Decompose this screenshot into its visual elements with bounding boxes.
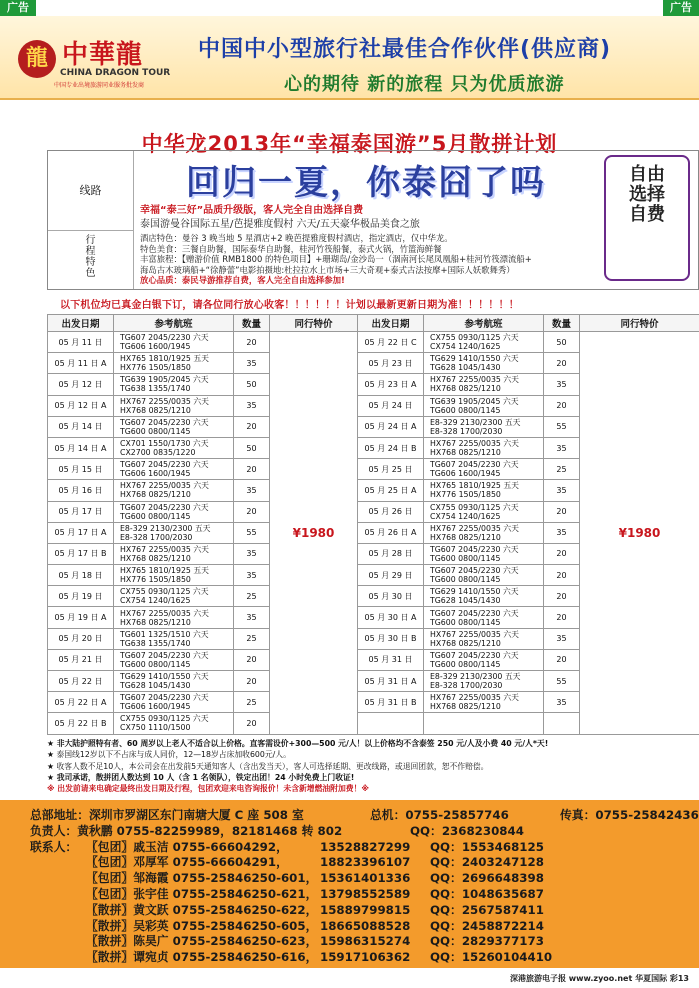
feature-food: 特色美食：三餐自助餐，国际泰华自助餐，桂河竹筏船餐，泰式火锅，竹篮海鲜餐	[140, 243, 442, 254]
ad-tag-right: 广告	[663, 0, 699, 16]
flight-outbound: HX767 2255/0035 六天	[120, 481, 209, 491]
route-upgrade-note: 幸福“泰三好”品质升级版，客人完全自由选择自费	[140, 205, 364, 216]
contact-person-row	[30, 950, 699, 966]
flight-outbound: HX765 1810/1925 五天	[120, 566, 209, 576]
seat-quantity: 20	[234, 332, 270, 353]
flight-cell	[114, 501, 234, 522]
departure-date: 05 月 22 日 B	[48, 713, 114, 734]
main-phone: 总机：0755-25857746	[370, 808, 509, 822]
departure-date: 05 月 14 日	[48, 416, 114, 437]
contact-mobile: 13528827299	[320, 839, 411, 854]
flight-outbound: TG607 2045/2230 六天	[430, 566, 519, 576]
flight-cell	[114, 649, 234, 670]
header-banner	[0, 16, 699, 100]
contact-row-manager	[30, 824, 699, 840]
flight-cell	[424, 607, 544, 628]
departure-date: 05 月 26 日	[358, 501, 424, 522]
flight-return: CX754 1240/1625	[430, 511, 501, 521]
features-label	[48, 231, 134, 289]
contact-qq: QQ：2696648398	[430, 871, 544, 886]
footnote-line: ※ 出发前请来电确定最终出发日期及行程，包团欢迎来电咨询报价！未含新增燃油附加费！※	[47, 784, 369, 794]
seat-quantity: 20	[234, 459, 270, 480]
departure-date: 05 月 24 日 A	[358, 416, 424, 437]
seat-quantity: 35	[544, 437, 580, 458]
flight-cell	[114, 586, 234, 607]
departure-date: 05 月 15 日	[48, 459, 114, 480]
footnotes	[47, 738, 699, 794]
flight-outbound: TG607 2045/2230 六天	[430, 544, 519, 554]
flight-return: HX776 1505/1850	[120, 575, 191, 585]
flight-cell	[114, 628, 234, 649]
flight-outbound: CX701 1550/1730 六天	[120, 439, 209, 449]
col-price: 同行特价	[270, 315, 358, 332]
flight-return: TG600 0800/1145	[430, 659, 501, 669]
flight-return: TG606 1600/1945	[120, 469, 191, 479]
departure-date: 05 月 31 日 A	[358, 671, 424, 692]
route-info-box	[47, 150, 699, 290]
page-title: 中华龙2013年“幸福泰国游”5月散拼计划	[141, 132, 558, 156]
flight-return: CX754 1240/1625	[430, 342, 501, 352]
flight-cell	[114, 395, 234, 416]
contact-qq: QQ：2458872214	[430, 918, 544, 933]
flight-return: TG600 0800/1145	[120, 659, 191, 669]
contact-person-row	[30, 887, 699, 903]
features-label-text: 行程特色	[85, 235, 96, 279]
departure-date: 05 月 28 日	[358, 543, 424, 564]
dragon-seal-icon: 龍	[18, 40, 56, 78]
flight-outbound: TG607 2045/2230 六天	[120, 502, 209, 512]
col-flight: 参考航班	[424, 315, 544, 332]
footnote-line: ★ 收客人数不足10人，本公司会在出发前5天通知客人（含出发当天），客人可选择延期、更改线路，或退回团款，恕不作赔偿。	[47, 761, 489, 771]
seat-quantity: 25	[234, 628, 270, 649]
departure-date: 05 月 24 日	[358, 395, 424, 416]
contact-section	[0, 800, 699, 968]
seat-quantity: 35	[234, 353, 270, 374]
col-date: 出发日期	[358, 315, 424, 332]
contact-name-phone: 〖包团〗戚玉洁 0755-66604292，	[86, 839, 288, 854]
flight-outbound: CX755 0930/1125 六天	[430, 502, 519, 512]
flight-cell	[424, 353, 544, 374]
fax-number: 传真：0755-25842436	[560, 808, 699, 822]
seat-quantity: 35	[544, 374, 580, 395]
flight-cell	[114, 565, 234, 586]
flight-cell	[424, 522, 544, 543]
feature-quality: 放心品质：泰民导游推荐自费，客人完全自由选择参加!	[140, 275, 345, 286]
departure-date: 05 月 12 日	[48, 374, 114, 395]
seat-quantity: 35	[544, 692, 580, 713]
flight-return: TG600 0800/1145	[430, 575, 501, 585]
free-choice-scroll	[604, 155, 690, 281]
flight-return: HX768 0825/1210	[120, 617, 191, 627]
contact-qq: QQ：1553468125	[430, 839, 544, 854]
logo-name: 中華龍	[62, 40, 144, 70]
footnote-line: ★ 泰国线12岁以下不占床与成人同价，12—18岁占床加收600元/人。	[47, 750, 291, 760]
flight-return: CX2700 0835/1220	[120, 448, 196, 458]
seat-quantity: 35	[544, 480, 580, 501]
feature-itinerary: 丰富旅程：【赠游价值 RMB1800 的特色项目】+珊瑚岛/金沙岛一（涸南河长尾凤凰船+桂河竹筏漂流船+	[140, 254, 532, 265]
flight-outbound: TG607 2045/2230 六天	[120, 693, 209, 703]
flight-cell	[424, 671, 544, 692]
flight-return: HX768 0825/1210	[430, 448, 501, 458]
ad-tag-left: 广告	[0, 0, 36, 16]
flight-return: E8-328 1700/2030	[120, 532, 193, 542]
special-price: ¥1980	[270, 332, 358, 735]
departure-date: 05 月 16 日	[48, 480, 114, 501]
col-date: 出发日期	[48, 315, 114, 332]
departure-date: 05 月 20 日	[48, 628, 114, 649]
contact-mobile: 15361401336	[320, 871, 411, 886]
contact-qq: QQ：2403247128	[430, 855, 544, 870]
page-footer	[0, 968, 699, 988]
departure-date: 05 月 30 日 A	[358, 607, 424, 628]
flight-cell	[424, 395, 544, 416]
manager-info: 负责人：黄秋鹏 0755-82259989，82181468 转 802	[30, 823, 343, 838]
flight-outbound: E8-329 2130/2300 五天	[120, 523, 211, 533]
seat-quantity: 55	[544, 416, 580, 437]
departure-date: 05 月 25 日 A	[358, 480, 424, 501]
contact-mobile: 15917106362	[320, 950, 411, 965]
flight-outbound: TG607 2045/2230 六天	[120, 650, 209, 660]
flight-cell	[114, 480, 234, 501]
booking-notice: 以下机位均已真金白银下订，请各位同行放心收客！！！！！！计划以最新更新日期为准！！！！！！	[60, 300, 519, 311]
table-row	[48, 332, 699, 353]
col-qty: 数量	[234, 315, 270, 332]
flight-return: HX768 0825/1210	[120, 405, 191, 415]
departure-date: 05 月 30 日 B	[358, 628, 424, 649]
departure-date: 05 月 17 日 B	[48, 543, 114, 564]
flight-return: TG600 0800/1145	[120, 511, 191, 521]
contact-name-phone: 〖散拼〗谭宛贞 0755-25846250-616，	[86, 950, 318, 965]
flight-outbound: CX755 0930/1125 六天	[120, 587, 209, 597]
flight-outbound: TG607 2045/2230 六天	[120, 460, 209, 470]
flight-outbound: TG601 1325/1510 六天	[120, 629, 209, 639]
flight-return: HX768 0825/1210	[120, 490, 191, 500]
contact-person-row	[30, 871, 699, 887]
departure-date: 05 月 30 日	[358, 586, 424, 607]
flight-cell	[114, 374, 234, 395]
flight-return: HX776 1505/1850	[430, 490, 501, 500]
flight-return: TG600 0800/1145	[430, 617, 501, 627]
flight-cell	[424, 480, 544, 501]
departure-date: 05 月 11 日	[48, 332, 114, 353]
contact-person-row	[30, 903, 699, 919]
departure-date: 05 月 31 日	[358, 649, 424, 670]
seat-quantity: 55	[234, 522, 270, 543]
departure-date: 05 月 31 日 B	[358, 692, 424, 713]
table-header-row	[48, 315, 699, 332]
seat-quantity: 20	[234, 416, 270, 437]
departure-table	[47, 314, 699, 735]
flight-outbound: TG607 2045/2230 六天	[430, 460, 519, 470]
departure-date: 05 月 23 日	[358, 353, 424, 374]
departure-date: 05 月 19 日 A	[48, 607, 114, 628]
flight-return: TG628 1045/1430	[120, 681, 191, 691]
flight-return: TG628 1045/1430	[430, 363, 501, 373]
flight-cell	[114, 353, 234, 374]
flight-outbound: E8-329 2130/2300 五天	[430, 672, 521, 682]
flight-cell	[424, 543, 544, 564]
seat-quantity: 50	[544, 332, 580, 353]
seat-quantity: 25	[234, 692, 270, 713]
departure-date: 05 月 22 日 A	[48, 692, 114, 713]
flight-outbound: CX755 0930/1125 六天	[430, 333, 519, 343]
flight-cell	[424, 332, 544, 353]
flight-return: TG628 1045/1430	[430, 596, 501, 606]
seat-quantity: 20	[544, 353, 580, 374]
flight-outbound: HX767 2255/0035 六天	[120, 544, 209, 554]
contact-person-row	[30, 934, 699, 950]
departure-date: 05 月 24 日 B	[358, 437, 424, 458]
flight-cell	[114, 671, 234, 692]
empty-cell	[424, 713, 544, 734]
route-subtitle: 泰国游曼谷国际五星/芭提雅度假村 六天/五天豪华极品美食之旅	[140, 219, 420, 230]
flight-return: TG600 0800/1145	[120, 426, 191, 436]
seat-quantity: 20	[544, 501, 580, 522]
seat-quantity: 20	[234, 713, 270, 734]
seat-quantity: 50	[234, 374, 270, 395]
contact-name-phone: 〖包团〗邓厚军 0755-66604291，	[86, 855, 288, 870]
flight-return: TG606 1600/1945	[120, 702, 191, 712]
contact-name-phone: 〖散拼〗吴彩英 0755-25846250-605，	[86, 918, 318, 933]
flight-cell	[114, 459, 234, 480]
flight-cell	[424, 692, 544, 713]
departure-date: 05 月 29 日	[358, 565, 424, 586]
flight-cell	[114, 607, 234, 628]
flight-return: HX768 0825/1210	[430, 702, 501, 712]
contact-mobile: 18665088528	[320, 918, 411, 933]
flight-outbound: TG607 2045/2230 六天	[120, 333, 209, 343]
flight-cell	[114, 522, 234, 543]
flight-outbound: TG629 1410/1550 六天	[430, 354, 519, 364]
flight-outbound: TG639 1905/2045 六天	[120, 375, 209, 385]
seat-quantity: 35	[544, 628, 580, 649]
contact-qq: QQ：2567587411	[430, 902, 544, 917]
company-logo	[10, 26, 190, 98]
flight-return: HX768 0825/1210	[120, 553, 191, 563]
flight-return: HX776 1505/1850	[120, 363, 191, 373]
flight-cell	[114, 416, 234, 437]
contact-name-phone: 〖散拼〗黄文跃 0755-25846250-622，	[86, 902, 318, 917]
route-label: 线路	[48, 151, 134, 231]
flight-cell	[424, 374, 544, 395]
flight-cell	[114, 692, 234, 713]
contact-qq: QQ：1048635687	[430, 886, 544, 901]
seat-quantity: 20	[544, 543, 580, 564]
flight-return: HX768 0825/1210	[430, 384, 501, 394]
header-title: 中国中小型旅行社最佳合作伙伴(供应商)	[198, 37, 612, 62]
departure-date: 05 月 26 日 A	[358, 522, 424, 543]
col-price: 同行特价	[580, 315, 699, 332]
hq-address: 总部地址：深圳市罗湖区东门南塘大厦 C 座 508 室	[30, 808, 304, 822]
manager-qq: QQ：2368230844	[410, 823, 524, 838]
flight-cell	[424, 501, 544, 522]
special-price: ¥1980	[580, 332, 699, 735]
seat-quantity: 35	[544, 522, 580, 543]
col-flight: 参考航班	[114, 315, 234, 332]
features-list	[140, 233, 600, 286]
contact-mobile: 15889799815	[320, 902, 411, 917]
flight-return: TG606 1600/1945	[120, 342, 191, 352]
departure-date: 05 月 14 日 A	[48, 437, 114, 458]
footnote-line: ★ 非大陆护照特有者、60 周岁以上老人不适合以上价格。直客需设价+300—500 元/人！以上价格均不含泰签 250 元/人及小费 40 元/人*天!	[47, 739, 549, 748]
flight-outbound: E8-329 2130/2300 五天	[430, 417, 521, 427]
flight-outbound: TG629 1410/1550 六天	[120, 672, 209, 682]
flight-outbound: HX767 2255/0035 六天	[430, 375, 519, 385]
page-footer-text: 深港旅游电子报 www.zyoo.net 华夏国际 彩13	[509, 974, 689, 983]
seat-quantity: 20	[544, 565, 580, 586]
flight-cell	[114, 713, 234, 734]
flight-cell	[114, 437, 234, 458]
departure-date: 05 月 17 日 A	[48, 522, 114, 543]
flight-outbound: HX767 2255/0035 六天	[430, 439, 519, 449]
seat-quantity: 35	[234, 480, 270, 501]
flight-outbound: TG629 1410/1550 六天	[430, 587, 519, 597]
flight-outbound: HX765 1810/1925 五天	[430, 481, 519, 491]
flight-cell	[424, 437, 544, 458]
seat-quantity: 35	[234, 607, 270, 628]
seat-quantity: 20	[234, 501, 270, 522]
flight-return: HX768 0825/1210	[430, 532, 501, 542]
flight-outbound: HX765 1810/1925 五天	[120, 354, 209, 364]
contact-person-row	[30, 840, 699, 856]
seat-quantity: 20	[234, 649, 270, 670]
seat-quantity: 35	[234, 565, 270, 586]
seat-quantity: 35	[234, 543, 270, 564]
departure-date: 05 月 22 日 C	[358, 332, 424, 353]
departure-date: 05 月 18 日	[48, 565, 114, 586]
contact-person-row	[30, 855, 699, 871]
seat-quantity: 20	[544, 607, 580, 628]
flight-return: E8-328 1700/2030	[430, 426, 503, 436]
contact-qq: QQ：2829377173	[430, 934, 544, 949]
departure-date: 05 月 12 日 A	[48, 395, 114, 416]
flight-outbound: HX767 2255/0035 六天	[120, 396, 209, 406]
flight-outbound: HX767 2255/0035 六天	[430, 629, 519, 639]
flight-return: TG606 1600/1945	[430, 469, 501, 479]
route-name: 回归一夏，你泰囧了吗	[186, 163, 546, 203]
flight-outbound: TG639 1905/2045 六天	[430, 396, 519, 406]
feature-hotel: 酒店特色：曼谷 3 晚当地 5 星酒店+2 晚芭提雅度假村酒店，指定酒店，仅中华龙。	[140, 233, 453, 243]
contact-name-phone: 〖散拼〗陈昊广 0755-25846250-623，	[86, 934, 318, 949]
departure-date: 05 月 17 日	[48, 501, 114, 522]
flight-return: HX768 0825/1210	[430, 638, 501, 648]
seat-quantity: 50	[234, 437, 270, 458]
flight-cell	[114, 543, 234, 564]
contact-mobile: 15986315274	[320, 934, 411, 949]
col-qty: 数量	[544, 315, 580, 332]
header-slogan: 心的期待 新的旅程 只为优质旅游	[284, 74, 565, 95]
flight-outbound: HX767 2255/0035 六天	[430, 523, 519, 533]
seat-quantity: 20	[544, 649, 580, 670]
flight-return: TG638 1355/1740	[120, 638, 191, 648]
seat-quantity: 35	[234, 395, 270, 416]
departure-date: 05 月 11 日 A	[48, 353, 114, 374]
seat-quantity: 55	[544, 671, 580, 692]
seat-quantity: 20	[544, 395, 580, 416]
flight-outbound: HX767 2255/0035 六天	[430, 693, 519, 703]
flight-cell	[114, 332, 234, 353]
free-choice-text: 自由选择自费	[629, 164, 665, 225]
contact-mobile: 18823396107	[320, 855, 411, 870]
contact-people-list	[30, 840, 699, 966]
departure-date: 05 月 23 日 A	[358, 374, 424, 395]
flight-outbound: TG607 2045/2230 六天	[430, 650, 519, 660]
contact-qq: QQ：15260104410	[430, 950, 553, 965]
flight-outbound: CX755 0930/1125 六天	[120, 714, 209, 724]
flight-return: CX754 1240/1625	[120, 596, 191, 606]
flight-cell	[424, 649, 544, 670]
flight-cell	[424, 416, 544, 437]
feature-itinerary-cont: 海岛古木玻璃船+“徐静蕾”电影拍摄地:杜拉拉水上市场+三大奇观+泰式古法按摩+国际人妖歌舞秀）	[140, 264, 515, 275]
flight-return: CX750 1110/1500	[120, 723, 191, 733]
empty-cell	[544, 713, 580, 734]
departure-date: 05 月 22 日	[48, 671, 114, 692]
contact-name-phone: 〖包团〗邹海霞 0755-25846250-601，	[86, 871, 318, 886]
seat-quantity: 25	[544, 459, 580, 480]
flight-return: TG600 0800/1145	[430, 553, 501, 563]
contact-row-address	[30, 808, 699, 824]
logo-english-name: CHINA DRAGON TOUR	[60, 68, 171, 78]
seat-quantity: 25	[234, 586, 270, 607]
flight-outbound: TG607 2045/2230 六天	[430, 608, 519, 618]
flight-return: E8-328 1700/2030	[430, 681, 503, 691]
seat-quantity: 20	[234, 671, 270, 692]
flight-return: TG600 0800/1145	[430, 405, 501, 415]
logo-tagline: 中国专业出境旅游同业服务批发商	[54, 82, 145, 89]
flight-cell	[424, 628, 544, 649]
contacts-label: 联系人：	[30, 839, 78, 854]
contact-mobile: 13798552589	[320, 886, 411, 901]
departure-date: 05 月 19 日	[48, 586, 114, 607]
departure-date: 05 月 25 日	[358, 459, 424, 480]
departure-date: 05 月 21 日	[48, 649, 114, 670]
flight-cell	[424, 586, 544, 607]
flight-outbound: HX767 2255/0035 六天	[120, 608, 209, 618]
empty-cell	[358, 713, 424, 734]
contact-name-phone: 〖包团〗张宇佳 0755-25846250-621，	[86, 886, 318, 901]
footnote-line: ★ 我司承诺，散拼团人数达到 10 人（含 1 名领队），铁定出团！24 小时免费上门收证!	[47, 772, 355, 782]
flight-return: TG638 1355/1740	[120, 384, 191, 394]
flight-outbound: TG607 2045/2230 六天	[120, 417, 209, 427]
contact-person-row	[30, 919, 699, 935]
flight-cell	[424, 565, 544, 586]
seat-quantity: 20	[544, 586, 580, 607]
flight-cell	[424, 459, 544, 480]
